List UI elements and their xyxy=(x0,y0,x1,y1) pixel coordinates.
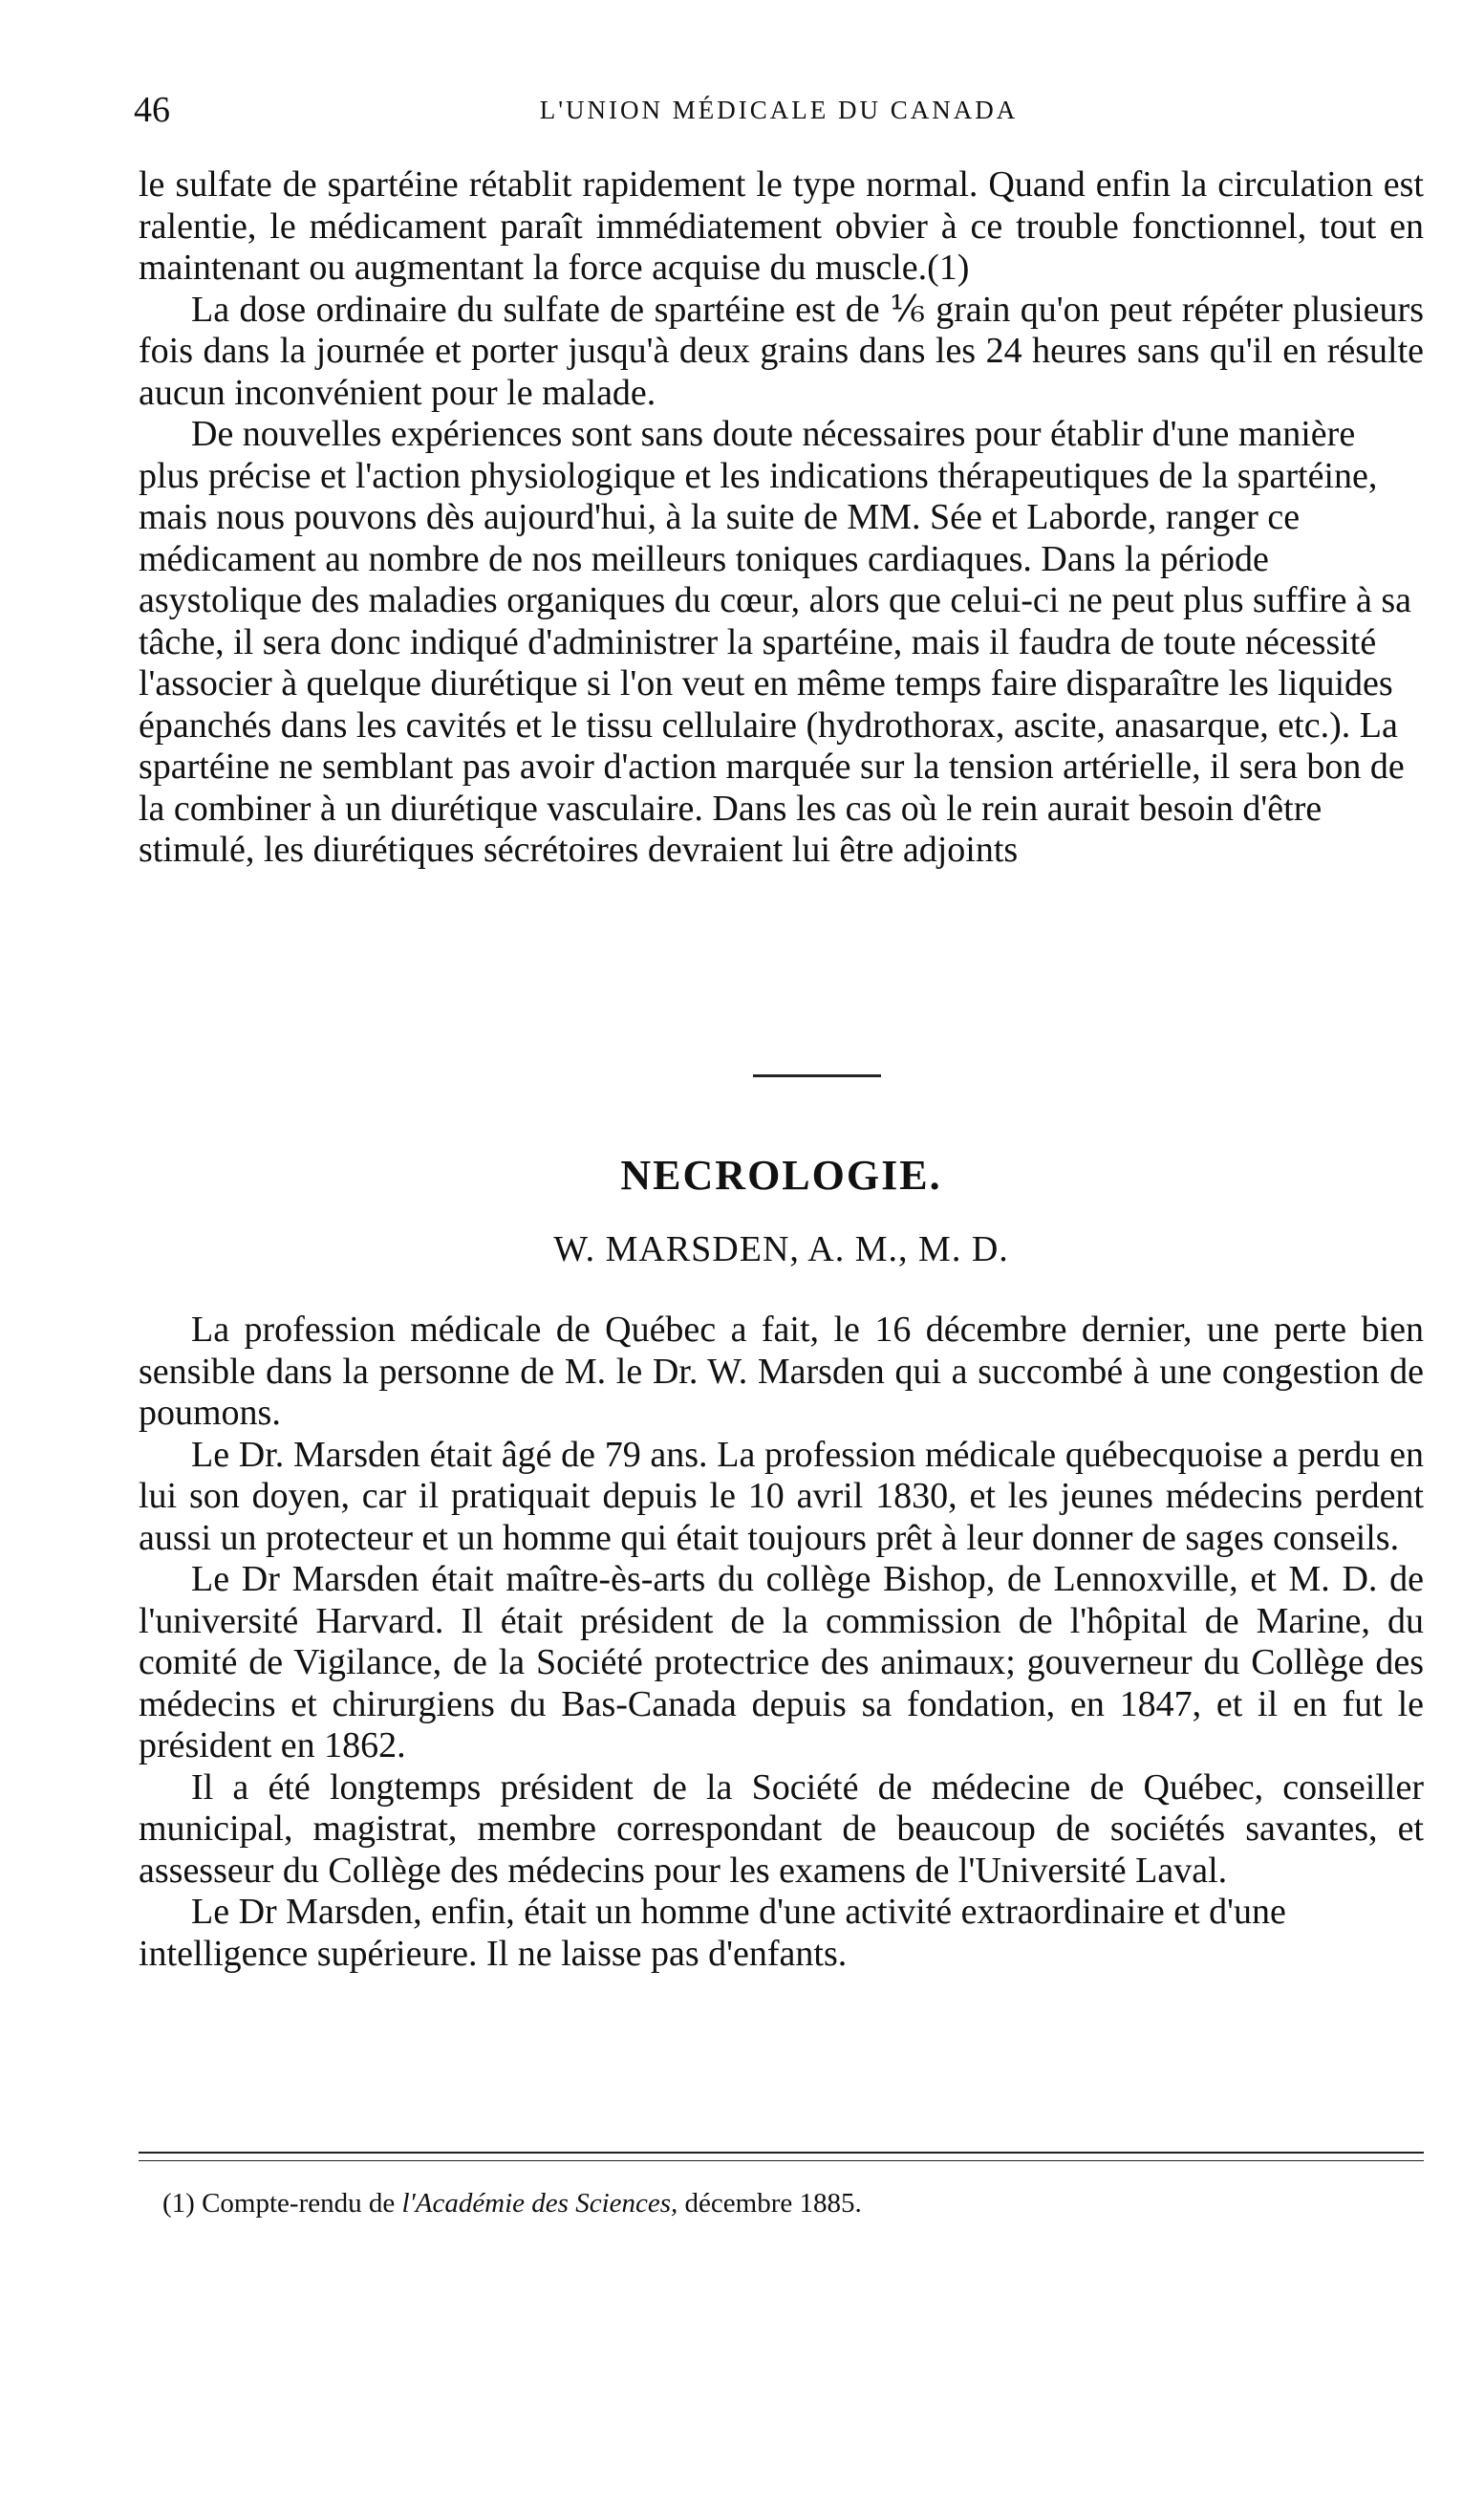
section-divider xyxy=(753,1074,881,1077)
page-number: 46 xyxy=(134,90,170,130)
obituary-subject: W. MARSDEN, A. M., M. D. xyxy=(553,1229,1009,1269)
paragraph: Il a été longtemps président de la Société de médecine de Québec, conseiller municipal, magistrat, membre correspondant de beaucoup de sociétés savantes, et assesseur du Collège des médecins pour les examens de l'Université Laval. xyxy=(139,1766,1424,1891)
article-continuation xyxy=(139,164,1424,872)
page-header xyxy=(134,86,1424,134)
running-head: L'UNION MÉDICALE DU CANADA xyxy=(539,96,1019,124)
section-title: NECROLOGIE. xyxy=(620,1152,942,1199)
necrology-article xyxy=(139,1310,1424,1975)
paragraph: La dose ordinaire du sulfate de spartéine est de ⅙ grain qu'on peut répéter plusieurs fois dans la journée et porter jusqu'à deux grains dans les 24 heures sans qu'il en résulte aucun inconvénient pour le malade. xyxy=(139,289,1424,413)
paragraph: Le Dr Marsden, enfin, était un homme d'une activité extraordinaire et d'une intelligence supérieure. Il ne laisse pas d'enfants. xyxy=(139,1892,1286,1974)
paragraph: Le Dr Marsden était maître-ès-arts du collège Bishop, de Lennoxville, et M. D. de l'université Harvard. Il était président de la commission de l'hôpital de Marine, du comité de Vigilance, de la Société protectrice des animaux; gouverneur du Collège des médecins et chirurgiens du Bas-Canada depuis sa fondation, en 1847, et il en fut le président en 1862. xyxy=(139,1559,1424,1765)
paragraph: De nouvelles expériences sont sans doute nécessaires pour établir d'une manière plus précise et l'action physiologique et les indications thérapeutiques de la spartéine, mais nous pouvons dès aujourd'hui, à la suite de MM. Sée et Laborde, ranger ce médicament au nombre de nos meilleurs toniques cardiaques. Dans la période asystolique des maladies organiques du cœur, alors que celui-ci ne peut plus suffire à sa tâche, il sera donc indiqué d'administrer la spartéine, mais il faudra de toute nécessité l'associer à quelque diurétique si l'on veut en même temps faire disparaître les liquides épanchés dans les cavités et le tissu cellulaire (hydrothorax, ascite, anasarque, etc.). La spartéine ne semblant pas avoir d'action marquée sur la tension artérielle, il sera bon de la combiner à un diurétique vasculaire. Dans les cas où le rein aurait besoin d'être stimulé, les diurétiques sécrétoires devraient lui être adjoints xyxy=(139,414,1411,870)
footnote-text: Compte-rendu de xyxy=(202,2188,396,2219)
footnote-marker: (1) xyxy=(162,2188,195,2219)
footnote xyxy=(162,2184,1405,2222)
footnote-source: l'Académie des Sciences, xyxy=(401,2188,678,2219)
paragraph: le sulfate de spartéine rétablit rapidement le type normal. Quand enfin la circulation est ralentie, le médicament paraît immédiatement obvier à ce trouble fonctionnel, tout en maintenant ou augmentant la force acquise du muscle.(1) xyxy=(139,164,1424,288)
paragraph: La profession médicale de Québec a fait, le 16 décembre dernier, une perte bien sensible dans la personne de M. le Dr. W. Marsden qui a succombé à une congestion de poumons. xyxy=(139,1310,1424,1433)
paragraph: Le Dr. Marsden était âgé de 79 ans. La profession médicale québecquoise a perdu en lui son doyen, car il pratiquait depuis le 10 avril 1830, et les jeunes médecins perdent aussi un protecteur et un homme qui était toujours prêt à leur donner de sages conseils. xyxy=(139,1434,1424,1558)
footnote-date: décembre 1885. xyxy=(684,2188,862,2219)
footnote-rule xyxy=(139,2152,1424,2161)
